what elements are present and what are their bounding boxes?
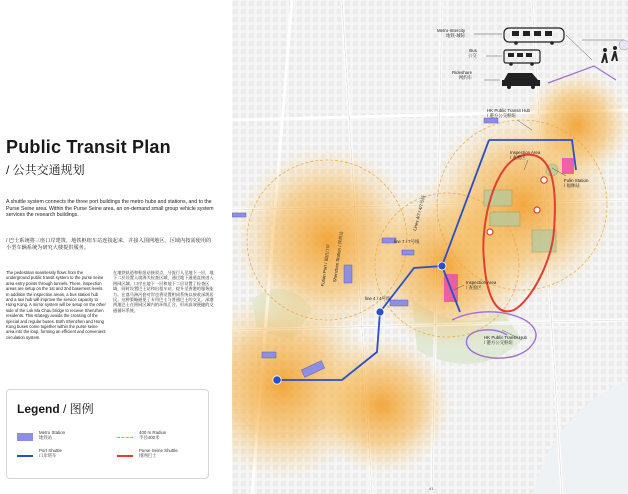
legend: Legend / 图例 Metro Station 地铁站 400 m Radius 半径400米 Port Shuttle 口岸班车 Purse Seine Shuttle 围网巴士 [6,389,209,479]
text-panel [0,0,218,494]
transit-map [232,0,628,494]
page-title-cn: / 公共交通规划 [6,163,85,177]
futian-port-label: Futian Port / 福田口岸 [320,243,331,287]
line4-label: line 4 / 4号线 [365,296,391,301]
intro-text-cn: / 巴士系统将三座口岸建筑，地铁枢纽车站连接起来，并接入围网地区。区域内按需使用的小型车辆系统为研究大楼提供服务。 [6,238,212,251]
radius-swatch [117,437,133,438]
port-shuttle-swatch [17,455,33,457]
lines-4-7-label: Lines 4/7 / 4/7号线 [412,194,427,232]
legend-title: Legend / 图例 [17,402,94,416]
body-text-cn: 在地铁轨道和枢纽站接驳点，分流行人至地下一层，地下二层设置入境海关检查区域，通过地下通道直接进入围网区域。口岸在地下一层和地下二层设置了检查区域，同时设置巴士站和出租车站，提升至香港的服务能力。在落马洲河套对岸也将设置相同系统以接收深圳居民。这种策略避免了专用巴士与普通巴士的交叉。深港两地巴士在围网区域内的环线汇合，形成高效便捷的交通循环系统。 [113,270,214,313]
body-text-en: The pedestrian seamlessly flows from the underground public transit system to the purse seine area entry points through tunnels. There, inspection areas are setup on the 1st and 2nd basement levels. In addition the inspection areas, a bus station hub and a taxi hub will improve the service capacity to Hong Kong. A mirror system will be setup on the other side of the Lok Ma Chau bridge to receive Shenzhen residents. This strategy avoids the crossing of the special and regular buses. Both Shenzhen and Hong Kong buses come together within the purse seine area into the loop, forming an efficient and convenient circulation system. [6,270,106,340]
hk-hub-bottom-label: HK Public Transit Hub / 港方公交枢纽 [484,335,527,346]
metro-station-swatch [17,433,33,441]
map-graphic [232,0,628,494]
inspection-top-label: Inspection Area / 查验区 [510,150,541,161]
metro-icon-label: Metro-Intercity 地铁-城际 [437,28,466,39]
line7-label: line 7 / 7号线 [394,239,420,244]
fulin-zone-pink [562,158,574,174]
bus-icon-label: Bus 公交 [468,48,477,59]
radius-glow-south [312,335,452,475]
fulin-station-label: Fulin Station / 福林站 [564,178,589,189]
hk-hub-top-label: HK Public Transit Hub / 港方公交枢纽 [487,108,530,119]
inspection-bottom-label: Inspection Area / 查验区 [466,280,497,291]
rideshare-icon-label: Rideshare 网约车 [452,70,473,81]
page-number: 41 [429,486,434,491]
page-title: Public Transit Plan [6,137,171,157]
sz-station-label: Shenzhen Station / 深圳站 [332,231,345,283]
purse-seine-swatch [117,455,133,457]
intro-text-en: A shuttle system connects the three port buildings the metro hubs and stations, and to the Purse Seine area. Within the Purse Seine area, an on-demand small group vehicle system services the research buildings. [6,199,214,219]
